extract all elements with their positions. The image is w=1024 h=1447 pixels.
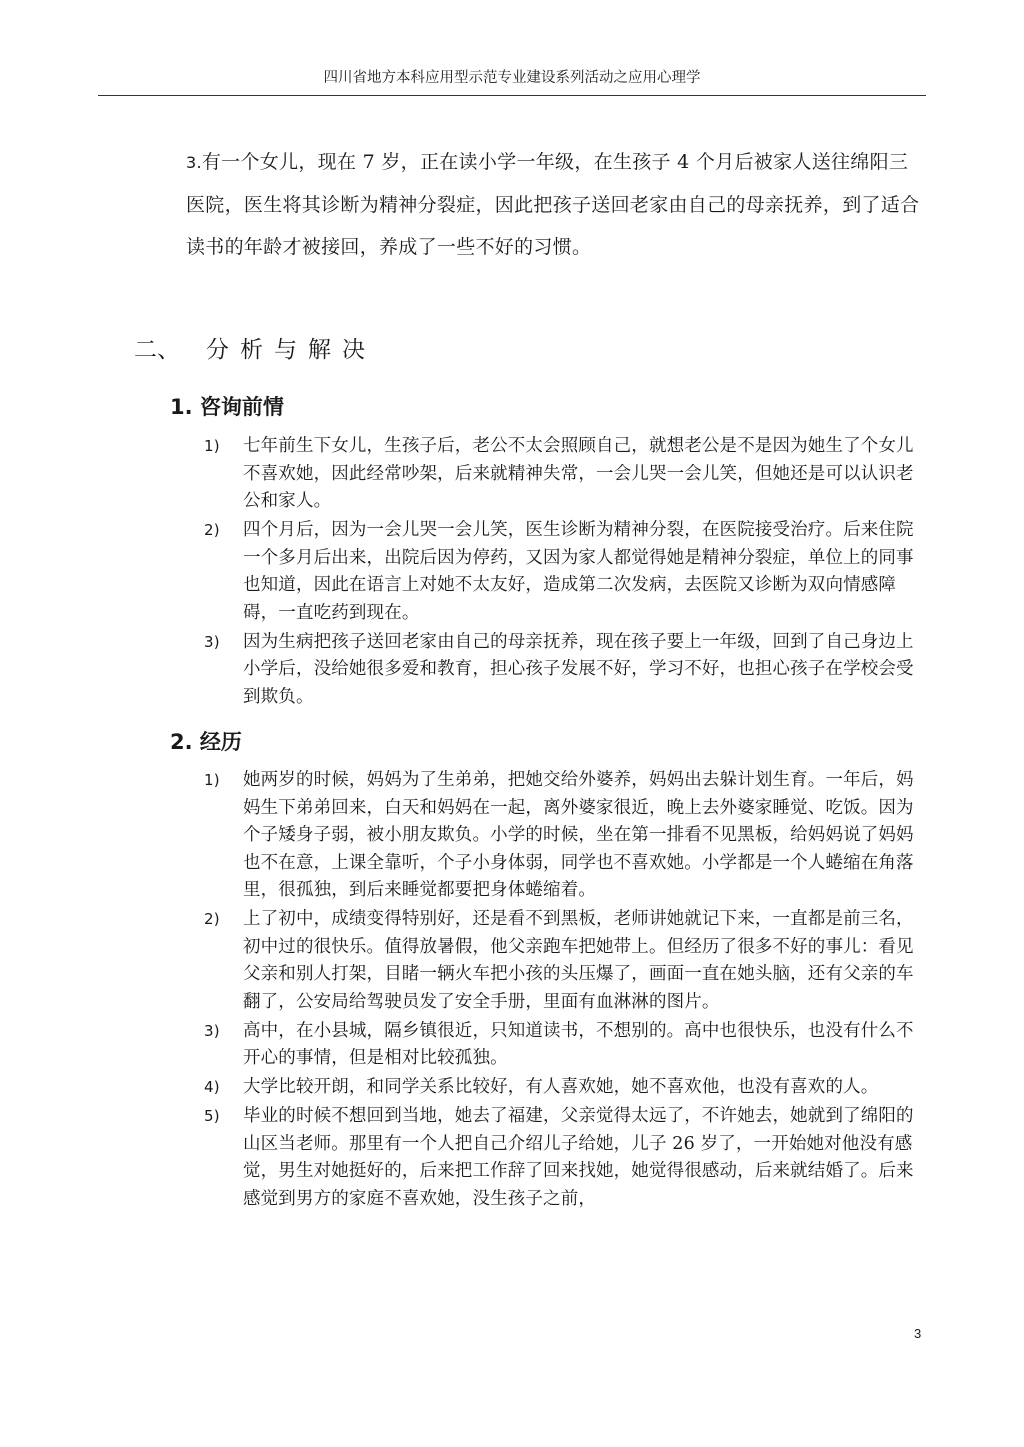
section-title: 分析与解决 [206,337,376,363]
item-text: 上了初中，成绩变得特别好，还是看不到黑板，老师讲她就记下来，一直都是前三名，初中过的很快乐。值得放暑假，他父亲跑车把她带上。但经历了很多不好的事儿：看见父亲和别人打架，目睹一辆火车把小孩的头压爆了，画面一直在她头脑，还有父亲的车翻了，公安局给驾驶员发了安全手册，里面有血淋淋的图片。 [243,909,914,1012]
item-number: 2) [204,910,220,928]
item-text: 四个月后，因为一会儿哭一会儿笑，医生诊断为精神分裂，在医院接受治疗。后来住院一个多月后出来，出院后因为停药，又因为家人都觉得她是精神分裂症，单位上的同事也知道，因此在语言上对她不太友好，造成第二次发病，去医院又诊断为双向情感障碍，一直吃药到现在。 [243,520,914,623]
item-text: 因为生病把孩子送回老家由自己的母亲抚养，现在孩子要上一年级，回到了自己身边上小学后，没给她很多爱和教育，担心孩子发展不好，学习不好，也担心孩子在学校会受到欺负。 [243,631,914,707]
item-number: 4) [204,1078,220,1096]
header-divider [98,95,926,96]
section-number: 二、 [134,337,180,363]
intro-text: 有一个女儿，现在 7 岁，正在读小学一年级，在生孩子 4 个月后被家人送往绵阳三医院，医生将其诊断为精神分裂症，因此把孩子送回老家由自己的母亲抚养，到了适合读书的年龄才被接回，养成了一些不好的习惯。 [186,151,920,258]
item-number: 1) [204,437,220,455]
experience-list [204,767,928,1215]
section-heading [134,335,376,365]
intro-number: 3. [186,153,202,172]
item-number: 5) [204,1107,220,1125]
list-item [204,906,928,1016]
consultation-list [204,433,928,713]
page-number: 3 [914,1326,922,1341]
item-text: 七年前生下女儿，生孩子后，老公不太会照顾自己，就想老公是不是因为她生了个女儿不喜欢她，因此经常吵架，后来就精神失常，一会儿哭一会儿笑，但她还是可以认识老公和家人。 [243,436,914,511]
item-number: 3) [204,1021,220,1040]
page-header: 四川省地方本科应用型示范专业建设系列活动之应用心理学 [323,70,701,86]
list-item [204,433,928,516]
item-text: 她两岁的时候，妈妈为了生弟弟，把她交给外婆养，妈妈出去躲计划生育。一年后，妈妈生下弟弟回来，白天和妈妈在一起，离外婆家很近，晚上去外婆家睡觉、吃饭。因为个子矮身子弱，被小朋友欺负。小学的时候，坐在第一排看不见黑板，给妈妈说了妈妈也不在意，上课全靠听，个子小身体弱，同学也不喜欢她。小学都是一个人蜷缩在角落里，很孤独，到后来睡觉都要把身体蜷缩着。 [243,770,914,900]
item-number: 3) [204,632,220,651]
list-item [204,629,928,712]
list-item [204,1074,928,1102]
subsection-title: 2. 经历 [170,730,242,754]
list-item [204,1018,928,1073]
item-text: 高中，在小县城，隔乡镇很近，只知道读书，不想别的。高中也很快乐，也没有什么不开心的事情，但是相对比较孤独。 [243,1020,914,1068]
subsection-title: 1. 咨询前情 [170,395,284,419]
item-number: 2) [204,521,220,539]
list-item [204,1103,928,1213]
intro-paragraph [186,141,926,268]
item-number: 1) [204,771,220,789]
list-item [204,767,928,905]
item-text: 毕业的时候不想回到当地，她去了福建，父亲觉得太远了，不许她去，她就到了绵阳的山区当老师。那里有一个人把自己介绍儿子给她，儿子 26 岁了，一开始她对他没有感觉，男生对她挺好的，后来把工作辞了回来找她，她觉得很感动，后来就结婚了。后来感觉到男方的家庭不喜欢她，没生孩子之前， [243,1106,914,1209]
list-item [204,517,928,627]
item-text: 大学比较开朗，和同学关系比较好，有人喜欢她，她不喜欢他，也没有喜欢的人。 [243,1077,879,1097]
